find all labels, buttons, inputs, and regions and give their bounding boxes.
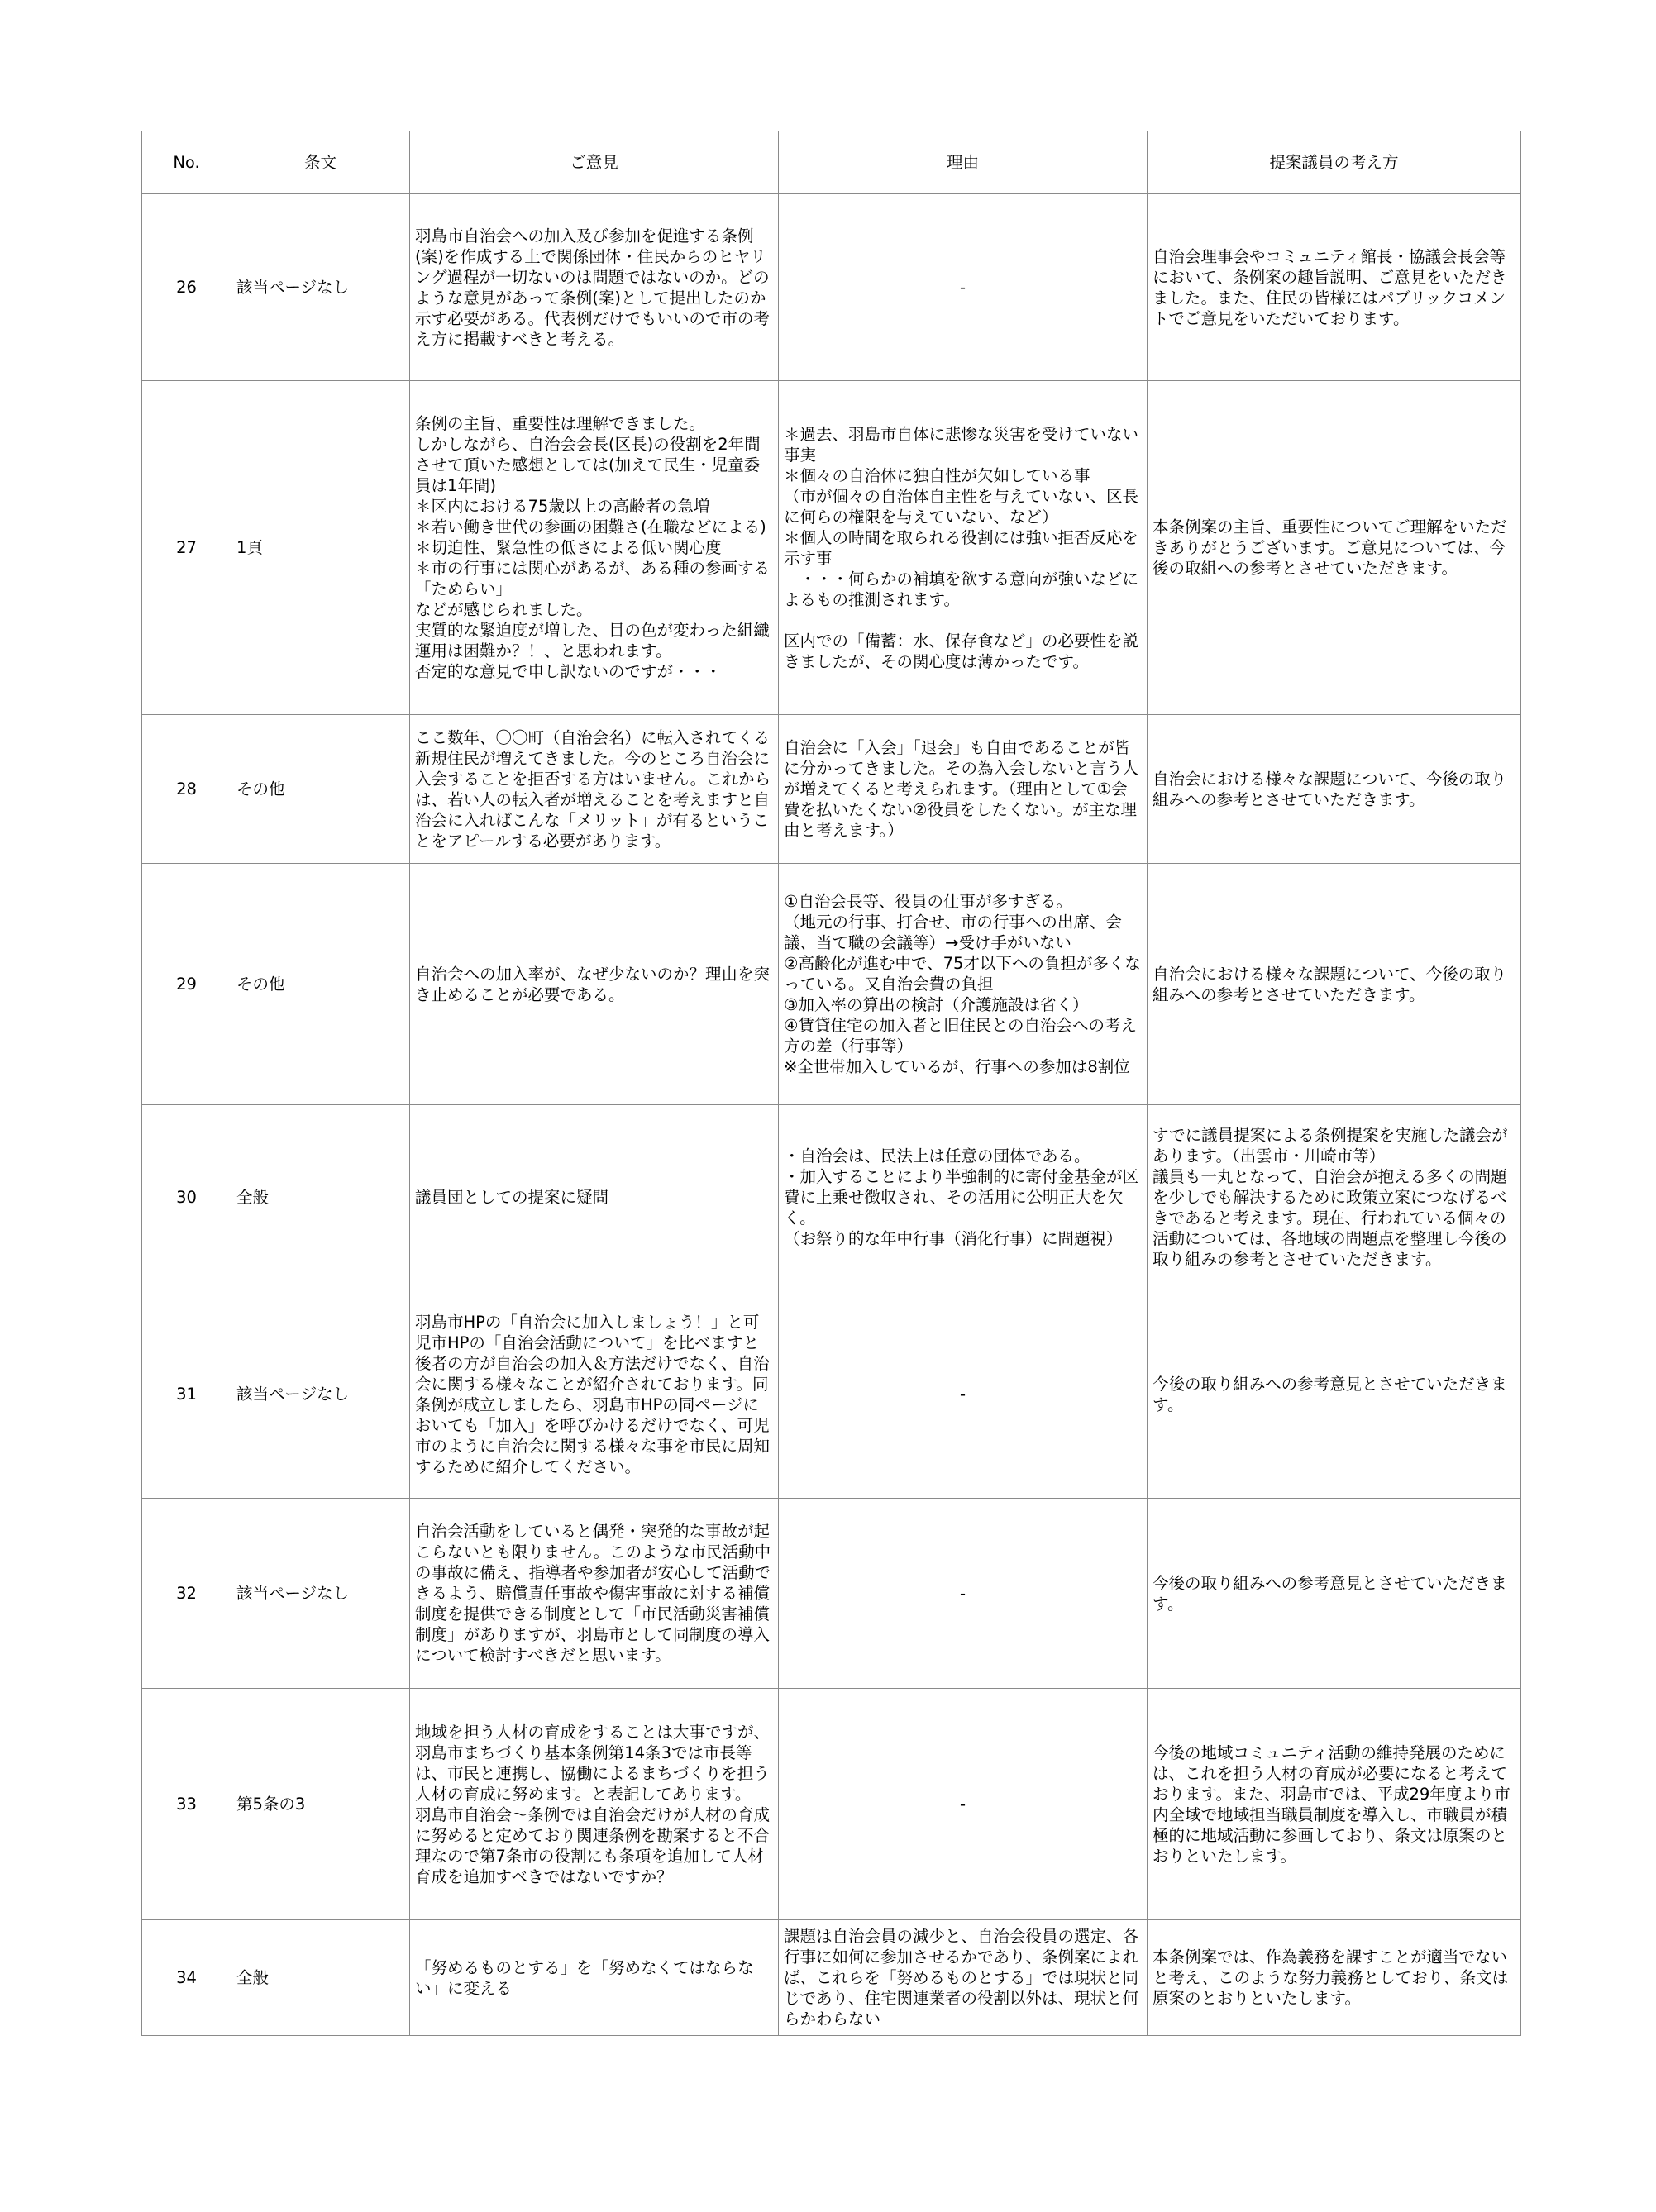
answer-cell: すでに議員提案による条例提案を実施した議会があります。（出雲市・川崎市等） 議員も一丸となって、自治会が抱える多くの問題を少しでも解決するために政策立案につなげるべきであると考えます。現在、行われている個々の活動については、各地域の問題点を整理し今後の取り組みの参考とさせていただきます。	[1148, 1105, 1521, 1290]
row-number: 31	[142, 1290, 231, 1499]
opinion-table	[141, 131, 1521, 2036]
header-answer: 提案議員の考え方	[1148, 131, 1521, 194]
opinion-cell: 条例の主旨、重要性は理解できました。 しかしながら、自治会会長(区長)の役割を2年間させて頂いた感想としては(加えて民生・児童委員は1年間) ＊区内における75歳以上の高齢者の急増 ＊若い働き世代の参画の困難さ(在職などによる) ＊切迫性、緊急性の低さによる低い関心度 ＊市の行事には関心があるが、ある種の参画する「ためらい」 などが感じられました。 実質的な緊迫度が増した、目の色が変わった組織運用は困難か？！、と思われます。 否定的な意見で申し訳ないのですが・・・	[410, 381, 779, 715]
opinion-cell: ここ数年、〇〇町（自治会名）に転入されてくる新規住民が増えてきました。今のところ自治会に入会することを拒否する方はいません。これからは、若い人の転入者が増えることを考えますと自治会に入ればこんな「メリット」が有るということをアピールする必要があります。	[410, 715, 779, 864]
answer-cell: 自治会における様々な課題について、今後の取り組みへの参考とさせていただきます。	[1148, 715, 1521, 864]
header-opinion: ご意見	[410, 131, 779, 194]
row-number: 33	[142, 1689, 231, 1920]
reason-cell: -	[779, 1290, 1148, 1499]
reason-cell: 課題は自治会員の減少と、自治会役員の選定、各行事に如何に参加させるかであり、条例案によれば、これらを「努めるものとする」では現状と同じであり、住宅関連業者の役割以外は、現状と何らかわらない	[779, 1920, 1148, 2036]
table-row	[142, 1499, 1521, 1689]
table-body	[142, 194, 1521, 2036]
table-row	[142, 864, 1521, 1105]
answer-cell: 自治会理事会やコミュニティ館長・協議会長会等において、条例案の趣旨説明、ご意見をいただきました。また、住民の皆様にはパブリックコメントでご意見をいただいております。	[1148, 194, 1521, 381]
table-header	[142, 131, 1521, 194]
article-cell: 第5条の3	[231, 1689, 410, 1920]
header-article: 条文	[231, 131, 410, 194]
header-row	[142, 131, 1521, 194]
table-row	[142, 1689, 1521, 1920]
row-number: 30	[142, 1105, 231, 1290]
reason-cell: 自治会に「入会」「退会」も自由であることが皆に分かってきました。その為入会しないと言う人が増えてくると考えられます。（理由として①会費を払いたくない②役員をしたくない。が主な理由と考えます。）	[779, 715, 1148, 864]
table-row	[142, 381, 1521, 715]
opinion-cell: 「努めるものとする」を「努めなくてはならない」に変える	[410, 1920, 779, 2036]
answer-cell: 今後の取り組みへの参考意見とさせていただきます。	[1148, 1290, 1521, 1499]
article-cell: その他	[231, 864, 410, 1105]
article-cell: 全般	[231, 1920, 410, 2036]
header-reason: 理由	[779, 131, 1148, 194]
reason-cell: -	[779, 1689, 1148, 1920]
opinion-cell: 羽島市自治会への加入及び参加を促進する条例(案)を作成する上で関係団体・住民からのヒヤリング過程が一切ないのは問題ではないのか。どのような意見があって条例(案)として提出したのか示す必要がある。代表例だけでもいいので市の考え方に掲載すべきと考える。	[410, 194, 779, 381]
reason-cell: ・自治会は、民法上は任意の団体である。 ・加入することにより半強制的に寄付金基金が区費に上乗せ徴収され、その活用に公明正大を欠く。 （お祭り的な年中行事（消化行事）に問題視）	[779, 1105, 1148, 1290]
answer-cell: 今後の取り組みへの参考意見とさせていただきます。	[1148, 1499, 1521, 1689]
row-number: 32	[142, 1499, 231, 1689]
row-number: 28	[142, 715, 231, 864]
row-number: 27	[142, 381, 231, 715]
row-number: 29	[142, 864, 231, 1105]
reason-cell: ＊過去、羽島市自体に悲惨な災害を受けていない事実 ＊個々の自治体に独自性が欠如している事 （市が個々の自治体自主性を与えていない、区長に何らの権限を与えていない、など） ＊個人の時間を取られる役割には強い拒否反応を示す事 ・・・何らかの補填を欲する意向が強いなどによるもの推測されます。 区内での「備蓄：水、保存食など」の必要性を説きましたが、その関心度は薄かったです。	[779, 381, 1148, 715]
row-number: 26	[142, 194, 231, 381]
header-no: No.	[142, 131, 231, 194]
table-row	[142, 1920, 1521, 2036]
opinion-cell: 地域を担う人材の育成をすることは大事ですが、羽島市まちづくり基本条例第14条3では市長等は、市民と連携し、協働によるまちづくりを担う人材の育成に努めます。と表記してあります。 羽島市自治会～条例では自治会だけが人材の育成に努めると定めており関連条例を勘案すると不合理なので第7条市の役割にも条項を追加して人材育成を追加すべきではないですか？	[410, 1689, 779, 1920]
answer-cell: 本条例案の主旨、重要性についてご理解をいただきありがとうございます。ご意見については、今後の取組への参考とさせていただきます。	[1148, 381, 1521, 715]
answer-cell: 本条例案では、作為義務を課すことが適当でないと考え、このような努力義務としており、条文は原案のとおりといたします。	[1148, 1920, 1521, 2036]
article-cell: 該当ページなし	[231, 1290, 410, 1499]
table-row	[142, 194, 1521, 381]
reason-cell: -	[779, 1499, 1148, 1689]
table-row	[142, 715, 1521, 864]
reason-cell: ①自治会長等、役員の仕事が多すぎる。 （地元の行事、打合せ、市の行事への出席、会議、当て職の会議等）→受け手がいない ②高齢化が進む中で、75才以下への負担が多くなっている。又自治会費の負担 ③加入率の算出の検討（介護施設は省く） ④賃貸住宅の加入者と旧住民との自治会への考え方の差（行事等） ※全世帯加入しているが、行事への参加は8割位	[779, 864, 1148, 1105]
row-number: 34	[142, 1920, 231, 2036]
article-cell: その他	[231, 715, 410, 864]
answer-cell: 今後の地域コミュニティ活動の維持発展のためには、これを担う人材の育成が必要になると考えております。また、羽島市では、平成29年度より市内全域で地域担当職員制度を導入し、市職員が積極的に地域活動に参画しており、条文は原案のとおりといたします。	[1148, 1689, 1521, 1920]
opinion-cell: 自治会活動をしていると偶発・突発的な事故が起こらないとも限りません。このような市民活動中の事故に備え、指導者や参加者が安心して活動できるよう、賠償責任事故や傷害事故に対する補償制度を提供できる制度として「市民活動災害補償制度」がありますが、羽島市として同制度の導入について検討すべきだと思います。	[410, 1499, 779, 1689]
article-cell: 1頁	[231, 381, 410, 715]
answer-cell: 自治会における様々な課題について、今後の取り組みへの参考とさせていただきます。	[1148, 864, 1521, 1105]
opinion-cell: 自治会への加入率が、なぜ少ないのか？理由を突き止めることが必要である。	[410, 864, 779, 1105]
table-row	[142, 1105, 1521, 1290]
reason-cell: -	[779, 194, 1148, 381]
table-row	[142, 1290, 1521, 1499]
article-cell: 該当ページなし	[231, 194, 410, 381]
article-cell: 該当ページなし	[231, 1499, 410, 1689]
article-cell: 全般	[231, 1105, 410, 1290]
opinion-cell: 議員団としての提案に疑問	[410, 1105, 779, 1290]
opinion-cell: 羽島市HPの「自治会に加入しましょう！」と可児市HPの「自治会活動について」を比べますと後者の方が自治会の加入＆方法だけでなく、自治会に関する様々なことが紹介されております。同条例が成立しましたら、羽島市HPの同ページにおいても「加入」を呼びかけるだけでなく、可児市のように自治会に関する様々な事を市民に周知するために紹介してください。	[410, 1290, 779, 1499]
